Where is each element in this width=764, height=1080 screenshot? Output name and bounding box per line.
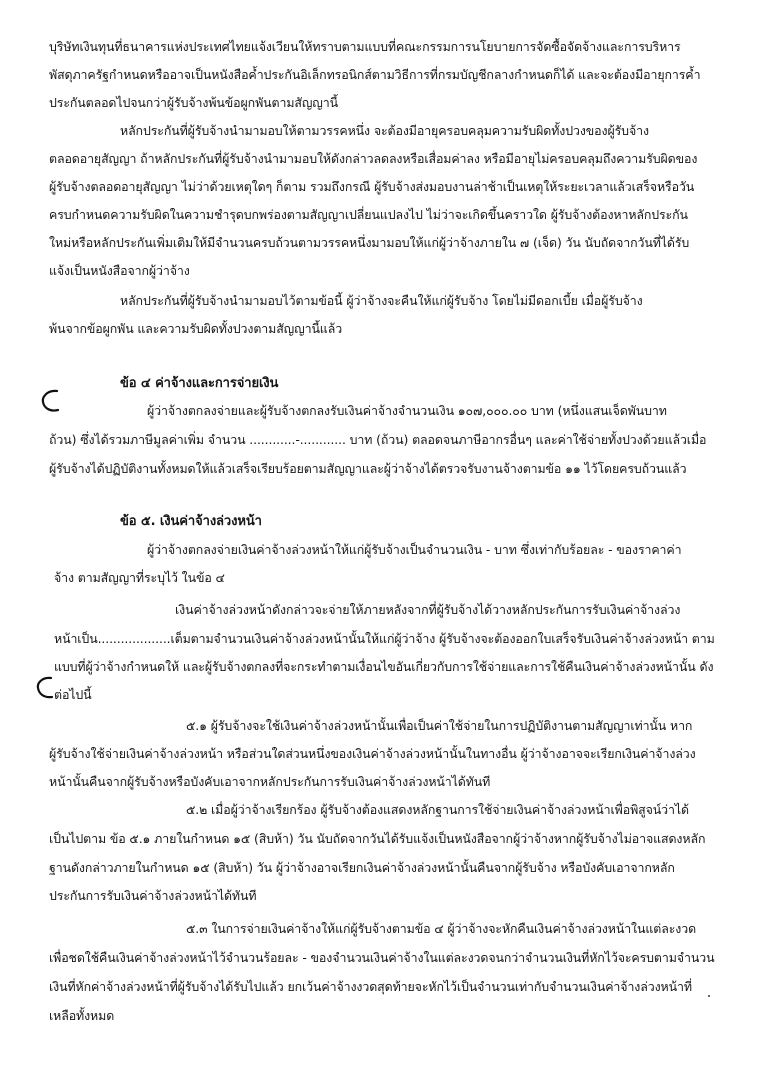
text-line: เพื่อชดใช้คืนเงินค่าจ้างล่วงหน้าไว้จำนวนร้อยละ - ของจำนวนเงินค่าจ้างในแต่ละงวดจนกว่าจำนวนเงินที่หักไว้จะครบตามจำนวน xyxy=(49,950,715,965)
text-line: พัสดุภาครัฐกำหนดหรืออาจเป็นหนังสือค้ำประกันอิเล็กทรอนิกส์ตามวิธีการที่กรมบัญชีกลางกำหนดก็ได้ และจะต้องมีอายุการค้ำ xyxy=(49,67,701,82)
text-line: ผู้ว่าจ้างตกลงจ่ายและผู้รับจ้างตกลงรับเงินค่าจ้างจำนวนเงิน ๑๐๗,๐๐๐.๐๐ บาท (หนึ่งแสนเจ็ดพันบาท xyxy=(147,403,667,418)
text-line: ผู้รับจ้างได้ปฏิบัติงานทั้งหมดให้แล้วเสร็จเรียบร้อยตามสัญญาและผู้ว่าจ้างได้ตรวจรับงานจ้างตามข้อ ๑๑ ไว้โดยครบถ้วนแล้ว xyxy=(49,461,687,476)
scan-speck xyxy=(708,995,710,997)
text-line: เงินที่หักค่าจ้างล่วงหน้าที่ผู้รับจ้างได้รับไปแล้ว ยกเว้นค่าจ้างงวดสุดท้ายจะหักไว้เป็นจำนวนเท่ากับจำนวนเงินค่าจ้างล่วงหน้าที่ xyxy=(49,979,692,994)
text-line: หลักประกันที่ผู้รับจ้างนำมามอบไว้ตามข้อนี้ ผู้ว่าจ้างจะคืนให้แก่ผู้รับจ้าง โดยไม่มีดอกเบี้ย เมื่อผู้รับจ้าง xyxy=(120,293,643,308)
text-line: แจ้งเป็นหนังสือจากผู้ว่าจ้าง xyxy=(49,263,190,278)
text-line: พ้นจากข้อผูกพัน และความรับผิดทั้งปวงตามสัญญานี้แล้ว xyxy=(49,321,343,336)
text-line: ประกันการรับเงินค่าจ้างล่วงหน้าได้ทันที xyxy=(49,888,257,903)
text-line: ๕.๓ ในการจ่ายเงินค่าจ้างให้แก่ผู้รับจ้างตามข้อ ๔ ผู้ว่าจ้างจะหักคืนเงินค่าจ้างล่วงหน้าในแต่ละงวด xyxy=(186,921,697,936)
text-line: ต่อไปนี้ xyxy=(54,687,92,702)
text-line: หลักประกันที่ผู้รับจ้างนำมามอบให้ตามวรรคหนึ่ง จะต้องมีอายุครอบคลุมความรับผิดทั้งปวงของผู้รับจ้าง xyxy=(120,123,649,138)
punch-hole-mark xyxy=(40,388,62,414)
clause-5-heading: ข้อ ๕. เงินค่าจ้างล่วงหน้า xyxy=(120,514,262,529)
text-line: เหลือทั้งหมด xyxy=(49,1008,115,1023)
text-line: ใหม่หรือหลักประกันเพิ่มเติมให้มีจำนวนครบถ้วนตามวรรคหนึ่งมามอบให้แก่ผู้ว่าจ้างภายใน ๗ (เจ็ด) วัน นับถัดจากวันที่ได้รับ xyxy=(49,235,690,250)
text-line: ตลอดอายุสัญญา ถ้าหลักประกันที่ผู้รับจ้างนำมามอบให้ดังกล่าวลดลงหรือเสื่อมค่าลง หรือมีอายุไม่ครอบคลุมถึงความรับผิดของ xyxy=(49,151,698,166)
text-line: บุริษัทเงินทุนที่ธนาคารแห่งประเทศไทยแจ้งเวียนให้ทราบตามแบบที่คณะกรรมการนโยบายการจัดซื้อจัดจ้างและการบริหาร xyxy=(49,39,681,54)
text-line: ถ้วน) ซึ่งได้รวมภาษีมูลค่าเพิ่ม จำนวน ............-............ บาท (ถ้วน) ตลอดจนภาษีอากรอื่นๆ และค่าใช้จ่ายทั้งปวงด้วยแล้วเมื่อ xyxy=(49,432,707,447)
text-line: ครบกำหนดความรับผิดในความชำรุดบกพร่องตามสัญญาเปลี่ยนแปลงไป ไม่ว่าจะเกิดขึ้นคราวใด ผู้รับจ้างต้องหาหลักประกัน xyxy=(49,207,688,222)
text-line: เป็นไปตาม ข้อ ๕.๑ ภายในกำหนด ๑๕ (สิบห้า) วัน นับถัดจากวันได้รับแจ้งเป็นหนังสือจากผู้ว่าจ้างหากผู้รับจ้างไม่อาจแสดงหลัก xyxy=(49,831,706,846)
text-line: ประกันตลอดไปจนกว่าผู้รับจ้างพ้นข้อผูกพันตามสัญญานี้ xyxy=(49,95,338,110)
text-line: หน้านั้นคืนจากผู้รับจ้างหรือบังคับเอาจากหลักประกันการรับเงินค่าจ้างล่วงหน้าได้ทันที xyxy=(49,774,491,789)
text-line: แบบที่ผู้ว่าจ้างกำหนดให้ และผู้รับจ้างตกลงที่จะกระทำตามเงื่อนไขอันเกี่ยวกับการใช้จ่ายและการใช้คืนเงินค่าจ้างล่วงหน้านั้น ดัง xyxy=(54,659,714,674)
text-line: ผู้รับจ้างตลอดอายุสัญญา ไม่ว่าด้วยเหตุใดๆ ก็ตาม รวมถึงกรณี ผู้รับจ้างส่งมอบงานล่าช้าเป็นเหตุให้ระยะเวลาแล้วเสร็จหรือวัน xyxy=(49,179,695,194)
text-line: จ้าง ตามสัญญาที่ระบุไว้ ในข้อ ๔ xyxy=(54,570,225,585)
text-line: ฐานดังกล่าวภายในกำหนด ๑๕ (สิบห้า) วัน ผู้ว่าจ้างอาจเรียกเงินค่าจ้างล่วงหน้านั้นคืนจากผู้รับจ้าง หรือบังคับเอาจากหลัก xyxy=(49,860,675,875)
clause-4-heading: ข้อ ๔ ค่าจ้างและการจ่ายเงิน xyxy=(120,376,279,391)
punch-hole-mark xyxy=(35,676,57,700)
text-line: ๕.๑ ผู้รับจ้างจะใช้เงินค่าจ้างล่วงหน้านั้นเพื่อเป็นค่าใช้จ่ายในการปฏิบัติงานตามสัญญาเท่านั้น หาก xyxy=(186,718,693,733)
text-line: เงินค่าจ้างล่วงหน้าดังกล่าวจะจ่ายให้ภายหลังจากที่ผู้รับจ้างได้วางหลักประกันการรับเงินค่าจ้างล่วง xyxy=(175,602,681,617)
text-line: หน้าเป็น...................เต็มตามจำนวนเงินค่าจ้างล่วงหน้านั้นให้แก่ผู้ว่าจ้าง ผู้รับจ้างจะต้องออกใบเสร็จรับเงินค่าจ้างล่วงหน้า ตาม xyxy=(54,631,715,646)
text-line: ๕.๒ เมื่อผู้ว่าจ้างเรียกร้อง ผู้รับจ้างต้องแสดงหลักฐานการใช้จ่ายเงินค่าจ้างล่วงหน้าเพื่อพิสูจน์ว่าได้ xyxy=(186,802,689,817)
text-line: ผู้ว่าจ้างตกลงจ่ายเงินค่าจ้างล่วงหน้าให้แก่ผู้รับจ้างเป็นจำนวนเงิน - บาท ซึ่งเท่ากับร้อยละ - ของราคาค่า xyxy=(147,542,682,557)
text-line: ผู้รับจ้างใช้จ่ายเงินค่าจ้างล่วงหน้า หรือส่วนใดส่วนหนึ่งของเงินค่าจ้างล่วงหน้านั้นในทางอื่น ผู้ว่าจ้างอาจจะเรียกเงินค่าจ้างล่วง xyxy=(49,746,696,761)
